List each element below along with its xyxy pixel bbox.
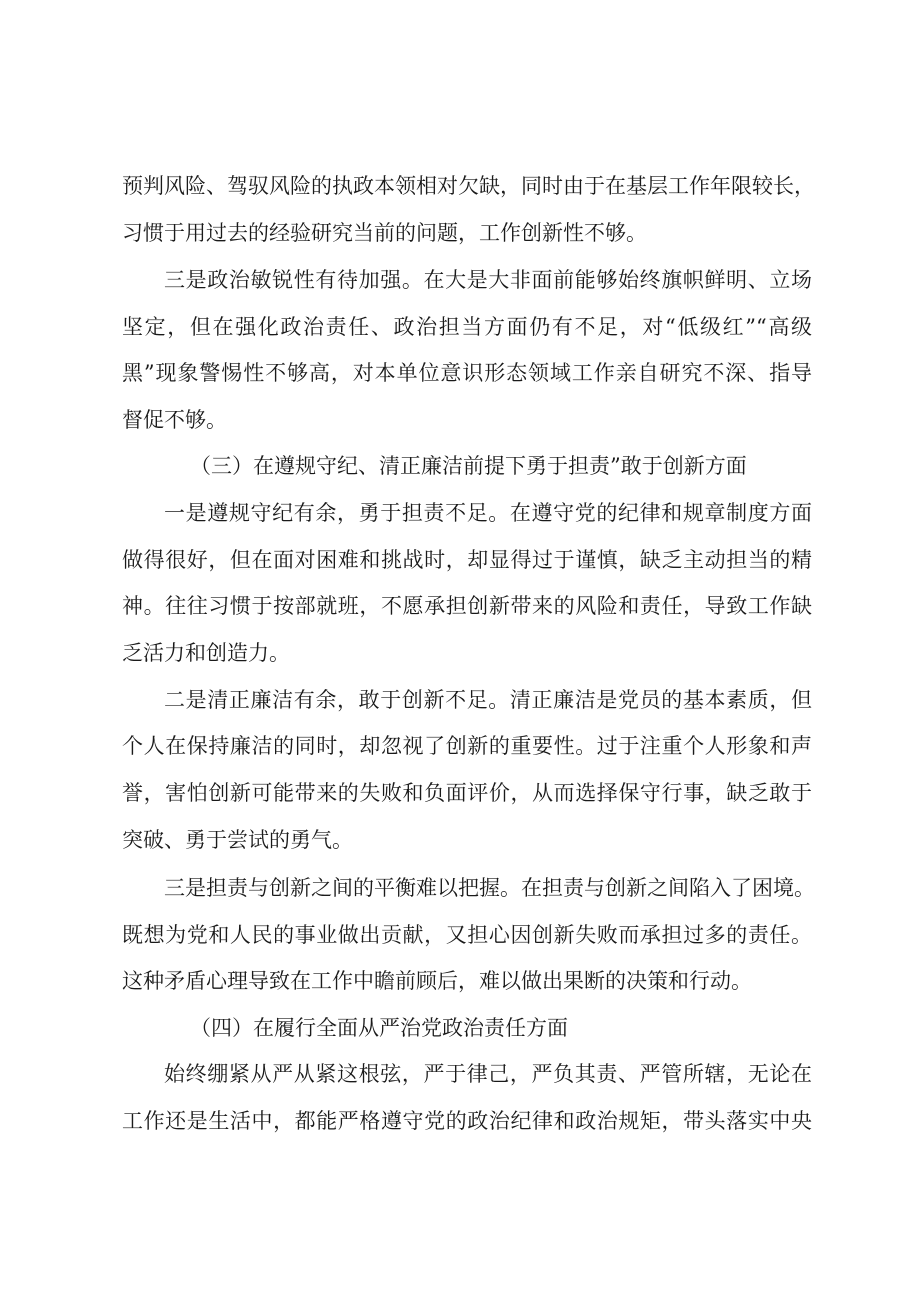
- text-line: 黑”现象警惕性不够高，对本单位意识形态领域工作亲自研究不深、指导: [122, 361, 812, 385]
- text-line: 习惯于用过去的经验研究当前的问题，工作创新性不够。: [122, 221, 647, 245]
- text-line: 这种矛盾心理导致在工作中瞻前顾后，难以做出果断的决策和行动。: [122, 969, 752, 993]
- text-line: 督促不够。: [122, 408, 227, 432]
- text-line: 三是担责与创新之间的平衡难以把握。在担责与创新之间陷入了困境。: [164, 876, 815, 900]
- text-line: 誉，害怕创新可能带来的失败和负面评价，从而选择保守行事，缺乏敢于: [122, 781, 812, 805]
- text-line: 个人在保持廉洁的同时，却忽视了创新的重要性。过于注重个人形象和声: [122, 734, 812, 758]
- text-line: 一是遵规守纪有余，勇于担责不足。在遵守党的纪律和规章制度方面: [164, 501, 812, 525]
- text-line: 突破、勇于尝试的勇气。: [122, 828, 353, 852]
- text-line: 预判风险、驾驭风险的执政本领相对欠缺，同时由于在基层工作年限较长，: [122, 174, 815, 198]
- text-line: 工作还是生活中，都能严格遵守党的政治纪律和政治规矩，带头落实中央: [122, 1109, 812, 1133]
- text-line: 乏活力和创造力。: [122, 641, 290, 665]
- text-line: 始终绷紧从严从紧这根弦，严于律己，严负其责、严管所辖，无论在: [164, 1062, 812, 1086]
- text-line: 三是政治敏锐性有待加强。在大是大非面前能够始终旗帜鲜明、立场: [164, 268, 812, 292]
- section-heading: （三）在遵规守纪、清正廉洁前提下勇于担责”敢于创新方面: [190, 454, 747, 478]
- text-line: 既想为党和人民的事业做出贡献，又担心因创新失败而承担过多的责任。: [122, 923, 812, 947]
- section-heading: （四）在履行全面从严治党政治责任方面: [190, 1016, 568, 1040]
- text-line: 坚定，但在强化政治责任、政治担当方面仍有不足，对“低级红”“高级: [122, 315, 812, 339]
- text-line: 二是清正廉洁有余，敢于创新不足。清正廉洁是党员的基本素质，但: [164, 688, 812, 712]
- text-line: 做得很好，但在面对困难和挑战时，却显得过于谨慎，缺乏主动担当的精: [122, 548, 812, 572]
- text-line: 神。往往习惯于按部就班，不愿承担创新带来的风险和责任，导致工作缺: [122, 594, 812, 618]
